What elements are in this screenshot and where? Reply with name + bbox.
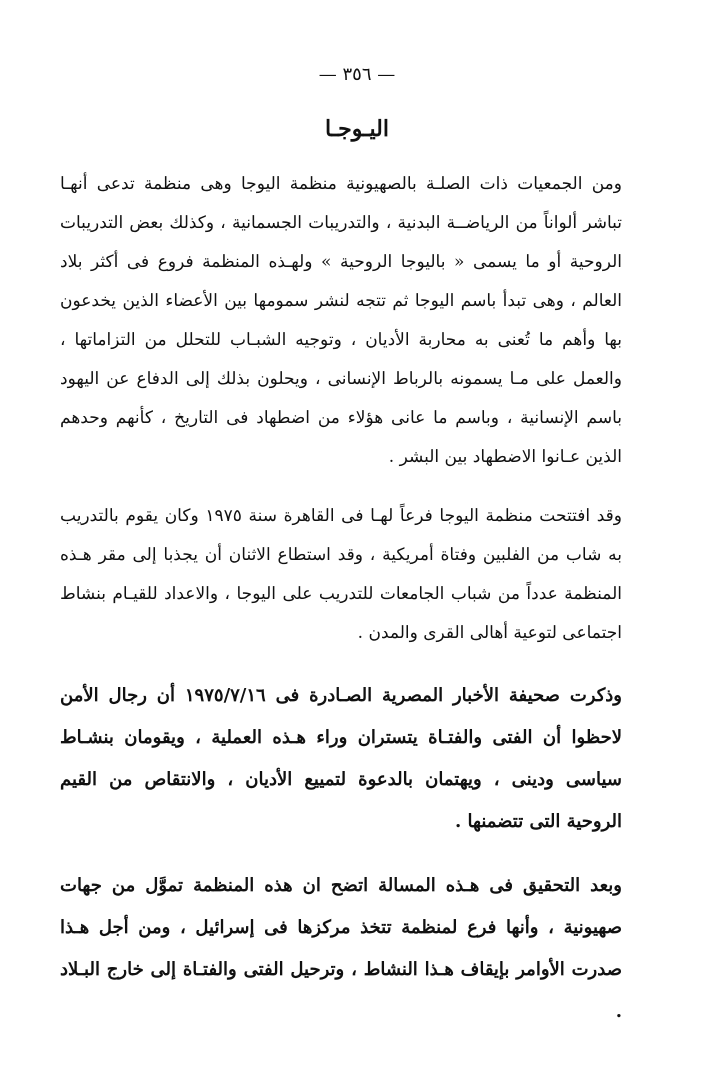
- page-content: [60, 165, 652, 1033]
- paragraph-1: ومن الجمعيات ذات الصلـة بالصهيونية منظمة اليوجا وهى منظمة تدعى أنهـا تباشر ألواناً من الرياضــة البدنية ، والتدريبات الجسمانية ، وكذلك بعض التدريبات الروحية أو ما يسمى « باليوجا الروحية » ولهـذه المنظمة فروع فى أكثر بلاد العالم ، وهى تبدأ باسم اليوجا ثم تتجه لنشر سمومها بين الأعضاء الذين يخدعون بها وأهم ما تُعنى به محاربة الأديان ، وتوجيه الشبـاب للتحلل من التزاماتها ، والعمل على مـا يسمونه بالرباط الإنسانى ، ويحلون بذلك إلى الدفاع عن اليهود باسم الإنسانية ، وباسم ما عانى هؤلاء من اضطهاد فى التاريخ ، كأنهم وحدهم الذين عـانوا الاضطهاد بين البشر .: [60, 174, 622, 467]
- section-title: اليـوجـا: [324, 116, 389, 142]
- paragraph-2: وقد افتتحت منظمة اليوجا فرعاً لهـا فى القاهرة سنة ١٩٧٥ وكان يقوم بالتدريب به شاب من الفلبين وفتاة أمريكية ، وقد استطاع الاثنان أن يجذبا إلى مقر هـذه المنظمة عدداً من شباب الجامعات للتدريب على اليوجا ، والاعداد للقيـام بنشاط اجتماعى لتوعية أهالى القرى والمدن .: [60, 506, 622, 643]
- paragraph-4: وبعد التحقيق فى هـذه المسالة اتضح ان هذه المنظمة تموَّل من جهات صهيونية ، وأنها فرع لمنظمة تتخذ مركزها فى إسرائيل ، ومن أجل هـذا صدرت الأوامر بإيقاف هـذا النشاط ، وترحيل الفتى والفتـاة إلى خارج البـلاد .: [60, 875, 622, 1022]
- paragraph-3: وذكرت صحيفة الأخبار المصرية الصـادرة فى ١٩٧٥/٧/١٦ أن رجال الأمن لاحظوا أن الفتى والفتـاة يتستران وراء هـذه العملية ، ويقومان بنشـاط سياسى ودينى ، ويهتمان بالدعوة لتمييع الأديان ، والانتقاص من القيم الروحية التى تتضمنها .: [60, 685, 622, 832]
- page-number: — ٣٥٦ —: [318, 64, 396, 85]
